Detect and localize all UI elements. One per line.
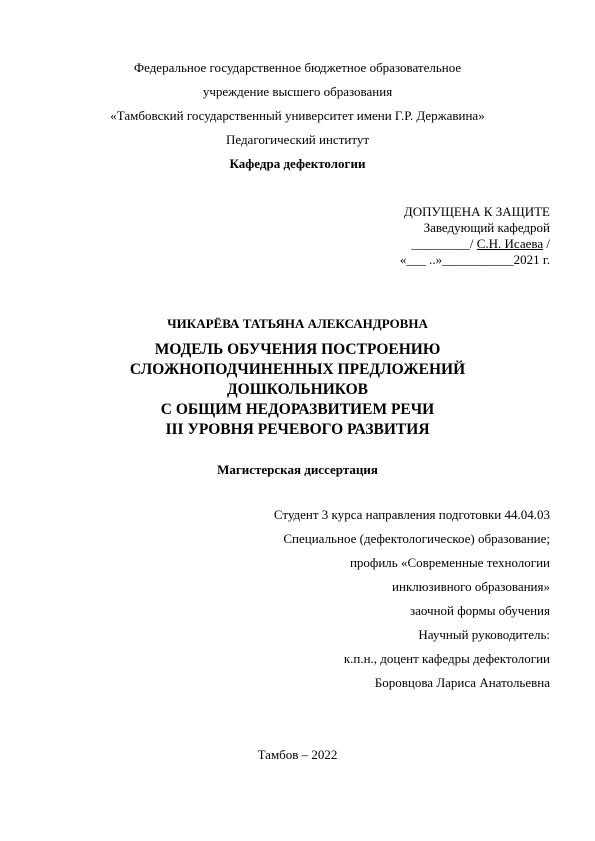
supervisor-name: Боровцова Лариса Анатольевна [374, 675, 550, 690]
university-name: «Тамбовский государственный университет имени Г.Р. Державина» [110, 108, 485, 123]
approval-role: Заведующий кафедрой [423, 220, 550, 235]
approval-date-line: «___ ..»___________2021 г. [399, 252, 550, 267]
approval-title: ДОПУЩЕНА К ЗАЩИТЕ [403, 204, 550, 219]
thesis-title-line-1: МОДЕЛЬ ОБУЧЕНИЯ ПОСТРОЕНИЮ [154, 341, 441, 358]
approval-signature-line [411, 236, 550, 252]
signatory-name: С.Н. Исаева [476, 236, 544, 251]
student-info-line-2: Специальное (дефектологическое) образование; [283, 531, 550, 546]
student-info-line-1: Студент 3 курса направления подготовки 44.04.03 [273, 507, 550, 522]
supervisor-title: к.п.н., доцент кафедры дефектологии [343, 651, 550, 666]
thesis-title-line-4: С ОБЩИМ НЕДОРАЗВИТИЕМ РЕЧИ [160, 401, 435, 418]
institution-line-2: учреждение высшего образования [202, 84, 393, 99]
thesis-title-line-2: СЛОЖНОПОДЧИНЕННЫХ ПРЕДЛОЖЕНИЙ [129, 361, 466, 378]
work-type: Магистерская диссертация [217, 462, 378, 477]
signature-end: / [543, 236, 550, 251]
student-info-line-4: инклюзивного образования» [392, 579, 550, 594]
student-info-line-3: профиль «Современные технологии [349, 555, 550, 570]
supervisor-label: Научный руководитель: [418, 627, 550, 642]
department-name: Кафедра дефектологии [229, 156, 366, 171]
thesis-title-line-5: III УРОВНЯ РЕЧЕВОГО РАЗВИТИЯ [165, 421, 430, 438]
thesis-title-line-3: ДОШКОЛЬНИКОВ [226, 381, 369, 398]
institute-name: Педагогический институт [225, 132, 370, 147]
author-name: ЧИКАРЁВА ТАТЬЯНА АЛЕКСАНДРОВНА [167, 316, 428, 331]
city-year: Тамбов – 2022 [257, 747, 338, 762]
signature-blank: _________/ [411, 236, 477, 251]
institution-line-1: Федеральное государственное бюджетное образовательное [133, 60, 462, 75]
student-info-line-5: заочной формы обучения [409, 603, 550, 618]
